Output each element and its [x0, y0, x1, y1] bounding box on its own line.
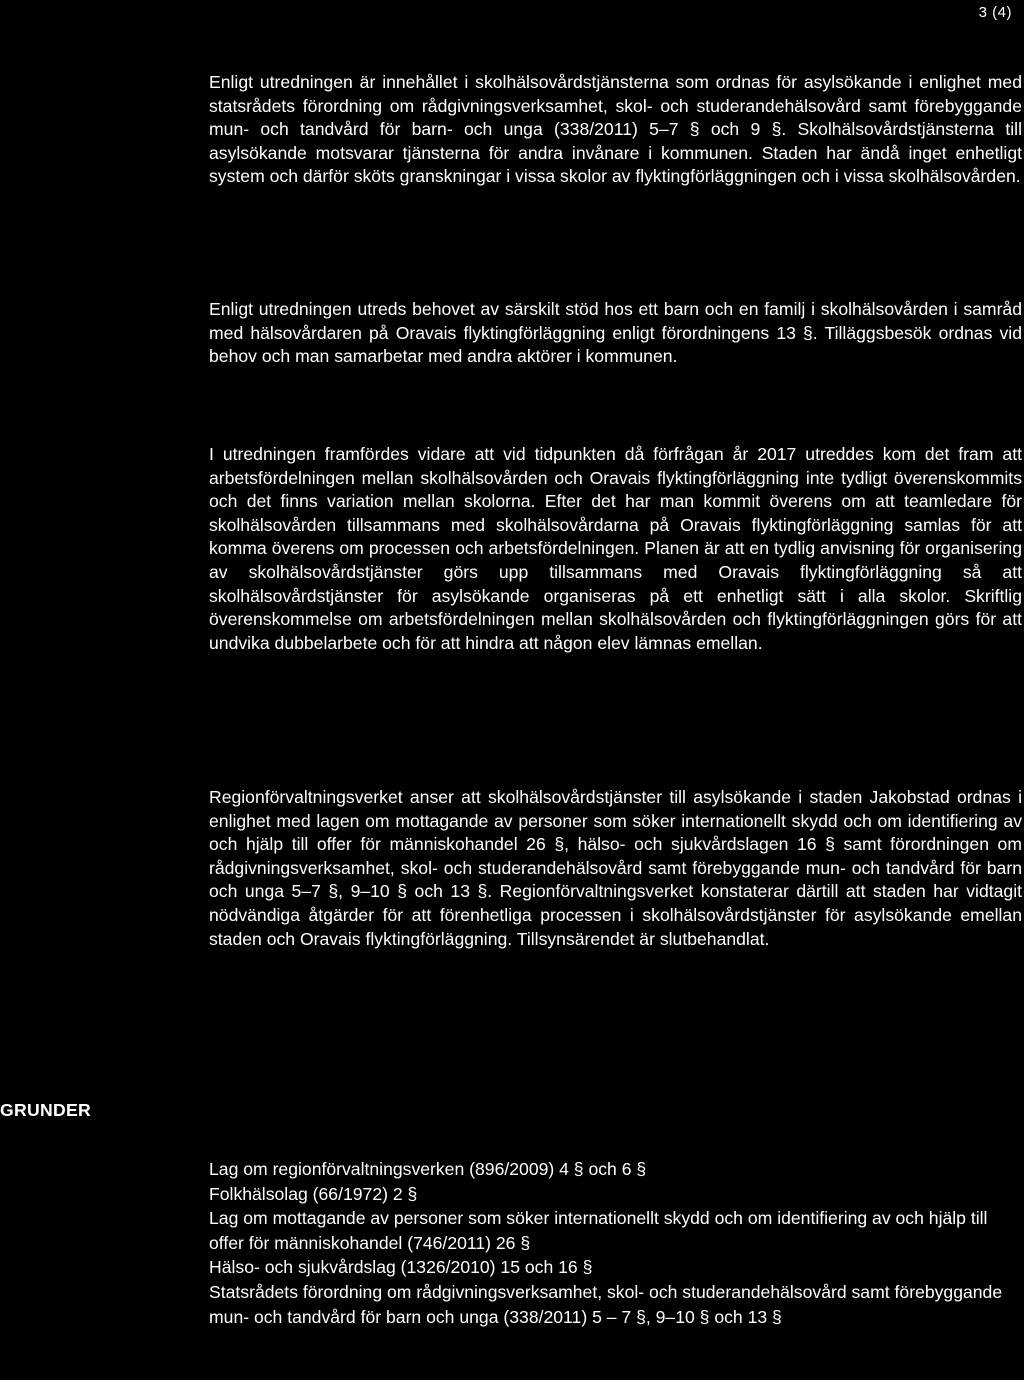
paragraph-division-of-work: I utredningen framfördes vidare att vid tidpunkten då förfrågan år 2017 utreddes kom det fram att arbetsfördelningen mellan skolhälsovården och Oravais flyktingförläggning inte tydligt överenskommits och det finns variation mellan skolorna. Efter det har man kommit överens om att teamledare för skolhälsovården tillsammans med skolhälsovårdarna på Oravais flyktingförläggning samlas för att komma överens om processen och arbetsfördelningen. Planen är att en tydlig anvisning för organisering av skolhälsovårdstjänster görs upp tillsammans med Oravais flyktingförläggning så att skolhälsovårdstjänster för asylsökande organiseras på ett enhetligt sätt i alla skolor. Skriftlig överenskommelse om arbetsfördelningen mellan skolhälsovården och flyktingförläggningen görs för att undvika dubbelarbete och för att hindra att någon elev lämnas emellan. [209, 444, 1022, 653]
page-number: 3 (4) [978, 4, 1012, 21]
legal-references-list [209, 1157, 1022, 1329]
legal-reference: Statsrådets förordning om rådgivningsverksamhet, skol- och studerandehälsovård samt förebyggande mun- och tandvård för barn och unga (338/2011) 5 – 7 §, 9–10 § och 13 § [209, 1281, 1003, 1327]
paragraph-special-support: Enligt utredningen utreds behovet av särskilt stöd hos ett barn och en familj i skolhälsovården i samråd med hälsovårdaren på Oravais flyktingförläggning enligt förordningens 13 §. Tilläggsbesök ordnas vid behov och man samarbetar med andra aktörer i kommunen. [209, 299, 1022, 367]
legal-reference: Lag om regionförvaltningsverken (896/2009) 4 § och 6 § [209, 1159, 647, 1179]
paragraph-decision: Regionförvaltningsverket anser att skolhälsovårdstjänster till asylsökande i staden Jakobstad ordnas i enlighet med lagen om mottagande av personer som söker internationellt skydd och om identifiering av och hjälp till offer för människohandel 26 §, hälso- och sjukvårdslagen 16 § samt förordningen om rådgivningsverksamhet, skol- och studerandehälsovård samt förebyggande mun- och tandvård för barn och unga 5–7 §, 9–10 § och 13 §. Regionförvaltningsverket konstaterar därtill att staden har vidtagit nödvändiga åtgärder för att förenhetliga processen i skolhälsovårdstjänster för asylsökande emellan staden och Oravais flyktingförläggning. Tillsynsärendet är slutbehandlat. [209, 787, 1022, 949]
legal-reference: Folkhälsolag (66/1972) 2 § [209, 1183, 418, 1204]
paragraph-content-of-services: Enligt utredningen är innehållet i skolhälsovårdstjänsterna som ordnas för asylsökande i enlighet med statsrådets förordning om rådgivningsverksamhet, skol- och studerandehälsovård samt förebyggande mun- och tandvård för barn- och unga (338/2011) 5–7 § och 9 §. Skolhälsovårdstjänsterna till asylsökande motsvarar tjänsterna för andra invånare i kommunen. Staden har ändå inget enhetligt system och därför sköts granskningar i vissa skolor av flyktingförläggningen och i vissa skolhälsovården. [209, 72, 1022, 187]
legal-reference: Hälso- och sjukvårdslag (1326/2010) 15 och 16 § [209, 1257, 593, 1278]
grunder-heading: GRUNDER [0, 1100, 92, 1120]
legal-reference: Lag om mottagande av personer som söker internationellt skydd och om identifiering av och hjälp till offer för människohandel (746/2011) 26 § [209, 1208, 988, 1253]
